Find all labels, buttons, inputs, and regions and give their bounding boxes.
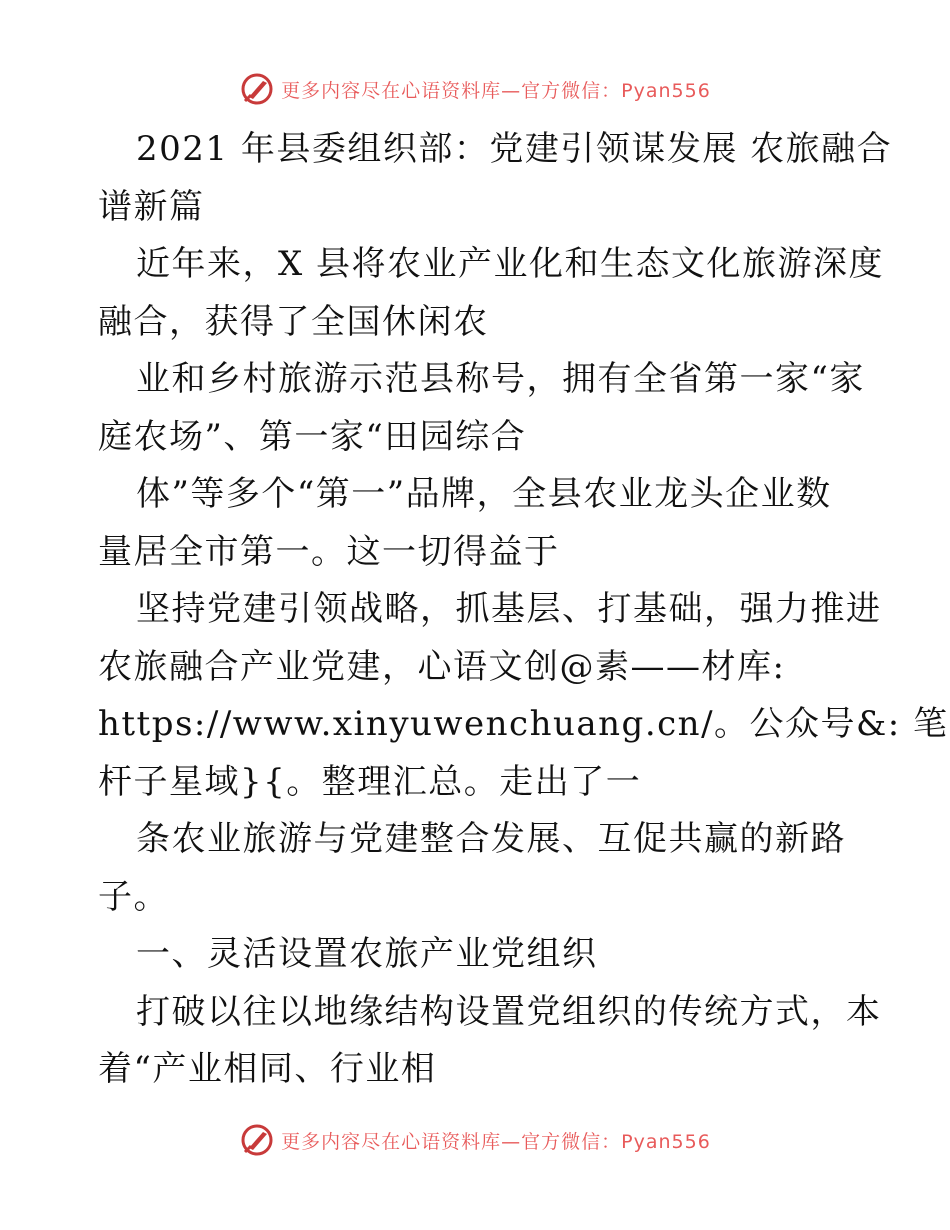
- doc-paragraph-line: 坚持党建引领战略，抓基层、打基础，强力推进: [136, 589, 882, 629]
- doc-paragraph-line: 庭农场”、第一家“田园综合: [98, 416, 527, 457]
- doc-paragraph-line: 子。: [98, 876, 169, 917]
- doc-title-line-1: 2021 年县委组织部：党建引领谋发展 农旅融合: [136, 129, 893, 169]
- header-banner-text: 更多内容尽在心语资料库—官方微信：Pyan556: [281, 79, 711, 102]
- doc-paragraph-line: 体”等多个“第一”品牌，全县农业龙头企业数: [136, 474, 832, 514]
- doc-paragraph-line: 农旅融合产业党建，心语文创@素——材库:: [98, 646, 786, 687]
- brush-logo-icon: [239, 1122, 275, 1158]
- doc-paragraph-line: 打破以往以地缘结构设置党组织的传统方式，本: [136, 991, 882, 1032]
- doc-paragraph-line: 杆子星域}{。整理汇总。走出了一: [98, 761, 642, 802]
- doc-paragraph-line: 融合，获得了全国休闲农: [98, 301, 489, 342]
- doc-url-line: https://www.xinyuwenchuang.cn/。公众号&: 笔: [98, 704, 949, 744]
- brush-logo-icon: [239, 71, 275, 107]
- doc-paragraph-line: 业和乡村旅游示范县称号，拥有全省第一家“家: [136, 359, 865, 399]
- footer-banner-text: 更多内容尽在心语资料库—官方微信：Pyan556: [281, 1130, 711, 1153]
- document-body: [98, 121, 949, 1099]
- section-heading: 一、灵活设置农旅产业党组织: [136, 934, 598, 974]
- footer-banner[interactable]: [0, 1118, 950, 1162]
- doc-title-line-2: 谱新篇: [98, 186, 205, 227]
- doc-paragraph-line: 着“产业相同、行业相: [98, 1049, 437, 1089]
- doc-paragraph-line: 条农业旅游与党建整合发展、互促共赢的新路: [136, 819, 846, 859]
- doc-paragraph-line: 量居全市第一。这一切得益于: [98, 531, 560, 572]
- header-banner[interactable]: [0, 67, 950, 111]
- doc-paragraph-line: 近年来，X 县将农业产业化和生态文化旅游深度: [136, 244, 885, 284]
